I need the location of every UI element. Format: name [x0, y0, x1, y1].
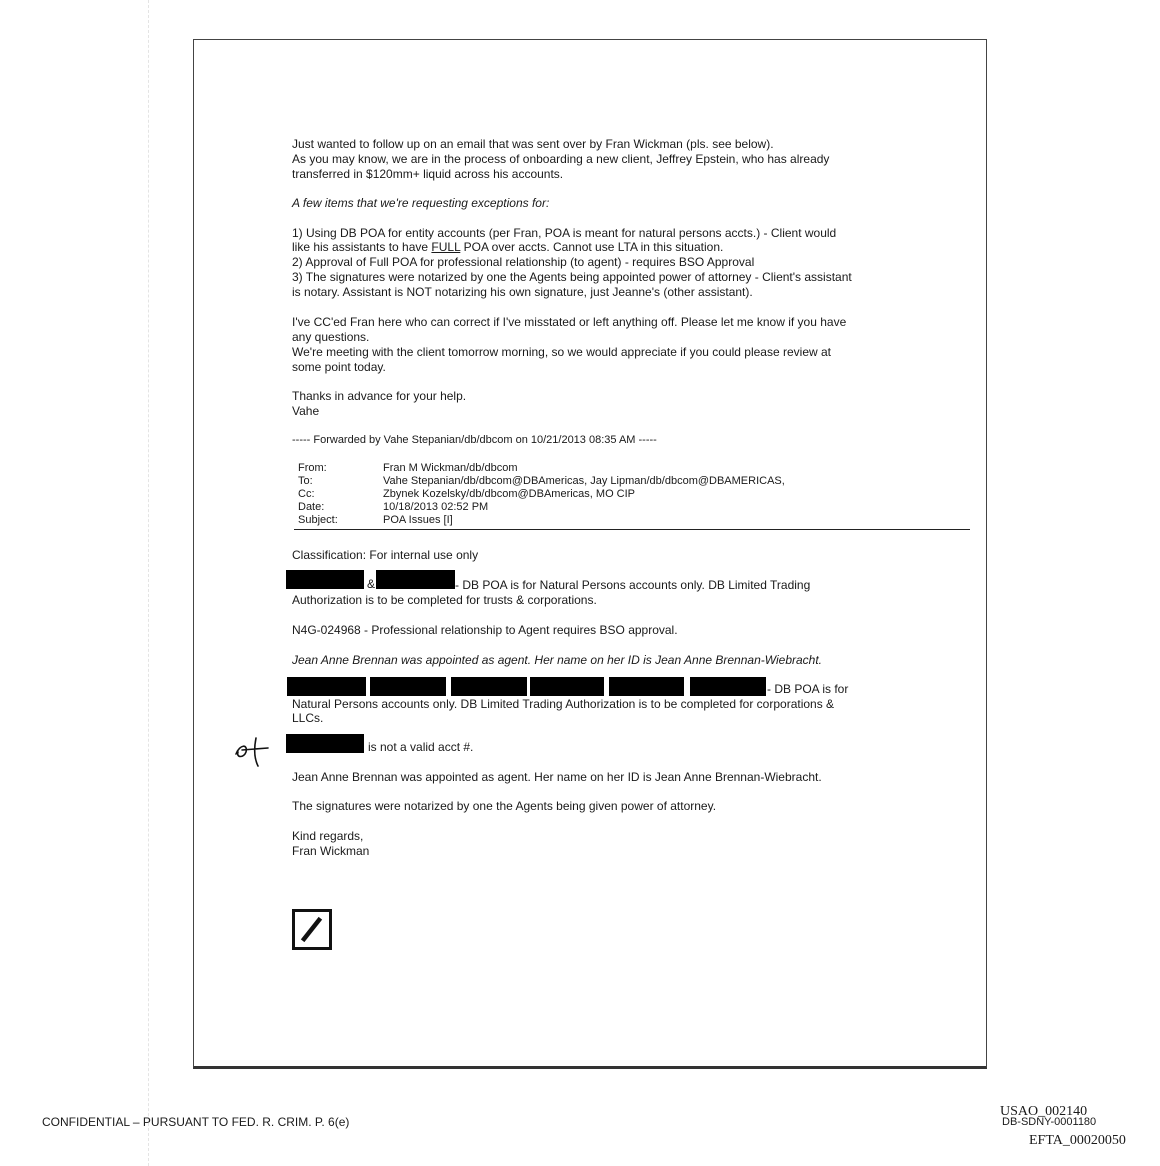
closing: Thanks in advance for your help. — [292, 389, 467, 403]
notarization-note: The signatures were notarized by one the Agents being given power of attorney. — [292, 799, 717, 813]
bates-db: DB-SDNY-0001180 — [1002, 1116, 1097, 1128]
deutsche-bank-logo — [292, 909, 332, 950]
item-1-line-2: like his assistants to have FULL POA over accts. Cannot use LTA in this situation. — [292, 240, 724, 254]
regards-name: Fran Wickman — [292, 844, 370, 858]
poa-note-line-1: - DB POA is for Natural Persons accounts only. DB Limited Trading — [455, 578, 811, 592]
redaction-block — [530, 677, 604, 696]
forwarded-line: ----- Forwarded by Vahe Stepanian/db/dbcom on 10/21/2013 08:35 AM ----- — [292, 434, 657, 446]
subject-label: Subject: — [298, 514, 338, 526]
to-label: To: — [298, 475, 313, 487]
redaction-block — [287, 677, 366, 696]
email-intro-line-3: transferred in $120mm+ liquid across his accounts. — [292, 167, 564, 181]
redaction-block — [370, 677, 446, 696]
bates-efta: EFTA_00020050 — [1029, 1133, 1126, 1148]
from-value: Fran M Wickman/db/dbcom — [383, 462, 518, 474]
redaction-block — [690, 677, 766, 696]
scan-margin-artifact — [148, 0, 150, 1166]
classification: Classification: For internal use only — [292, 548, 479, 562]
redaction-block — [451, 677, 527, 696]
date-label: Date: — [298, 501, 325, 513]
exceptions-intro: A few items that we're requesting exceptions for: — [292, 196, 550, 210]
cc-label: Cc: — [298, 488, 315, 500]
poa-note-line-2: Authorization is to be completed for trusts & corporations. — [292, 593, 597, 607]
email-intro-line-2: As you may know, we are in the process of onboarding a new client, Jeffrey Epstein, who has already — [292, 152, 830, 166]
redaction-block — [376, 570, 455, 589]
item-3-line-1: 3) The signatures were notarized by one the Agents being appointed power of attorney - Client's assistant — [292, 270, 852, 284]
invalid-account-note: is not a valid acct #. — [368, 740, 474, 754]
date-value: 10/18/2013 02:52 PM — [383, 501, 489, 513]
ampersand: & — [367, 577, 376, 591]
professional-relationship-note: N4G-024968 - Professional relationship to Agent requires BSO approval. — [292, 623, 678, 637]
to-value: Vahe Stepanian/db/dbcom@DBAmericas, Jay Lipman/db/dbcom@DBAMERICAS, — [383, 475, 785, 487]
item-3-line-2: is notary. Assistant is NOT notarizing his own signature, just Jeanne's (other assistant). — [292, 285, 753, 299]
item-1-line-1: 1) Using DB POA for entity accounts (per Fran, POA is meant for natural persons accts.) - Client would — [292, 226, 837, 240]
redaction-block — [286, 734, 364, 753]
cc-note-line-4: some point today. — [292, 360, 386, 374]
handwritten-mark-icon — [232, 736, 272, 768]
regards: Kind regards, — [292, 829, 364, 843]
cc-note-line-3: We're meeting with the client tomorrow morning, so we would appreciate if you could please review at — [292, 345, 831, 359]
cc-note-line-1: I've CC'ed Fran here who can correct if I've misstated or left anything off. Please let me know if you have — [292, 315, 847, 329]
email-intro-line-1: Just wanted to follow up on an email that was sent over by Fran Wickman (pls. see below). — [292, 137, 774, 151]
item-2: 2) Approval of Full POA for professional relationship (to agent) - requires BSO Approval — [292, 255, 755, 269]
agent-name-note-1: Jean Anne Brennan was appointed as agent. Her name on her ID is Jean Anne Brennan-Wiebracht. — [292, 653, 822, 667]
poa-entity-note-line-3: LLCs. — [292, 711, 324, 725]
signer: Vahe — [292, 404, 320, 418]
header-divider — [294, 529, 970, 530]
confidential-notice: CONFIDENTIAL – PURSUANT TO FED. R. CRIM. P. 6(e) — [42, 1115, 350, 1129]
deutsche-bank-slash-icon — [295, 912, 329, 947]
agent-name-note-2: Jean Anne Brennan was appointed as agent. Her name on her ID is Jean Anne Brennan-Wiebracht. — [292, 770, 822, 784]
poa-entity-note-line-2: Natural Persons accounts only. DB Limited Trading Authorization is to be completed for corporations & — [292, 697, 835, 711]
cc-value: Zbynek Kozelsky/db/dbcom@DBAmericas, MO CIP — [383, 488, 636, 500]
subject-value: POA Issues [I] — [383, 514, 453, 526]
from-label: From: — [298, 462, 327, 474]
bates-usao: USAO_002140 — [1000, 1104, 1088, 1119]
redaction-block — [286, 570, 364, 589]
redaction-block — [609, 677, 684, 696]
poa-entity-note-line-1: - DB POA is for — [767, 682, 849, 696]
cc-note-line-2: any questions. — [292, 330, 370, 344]
